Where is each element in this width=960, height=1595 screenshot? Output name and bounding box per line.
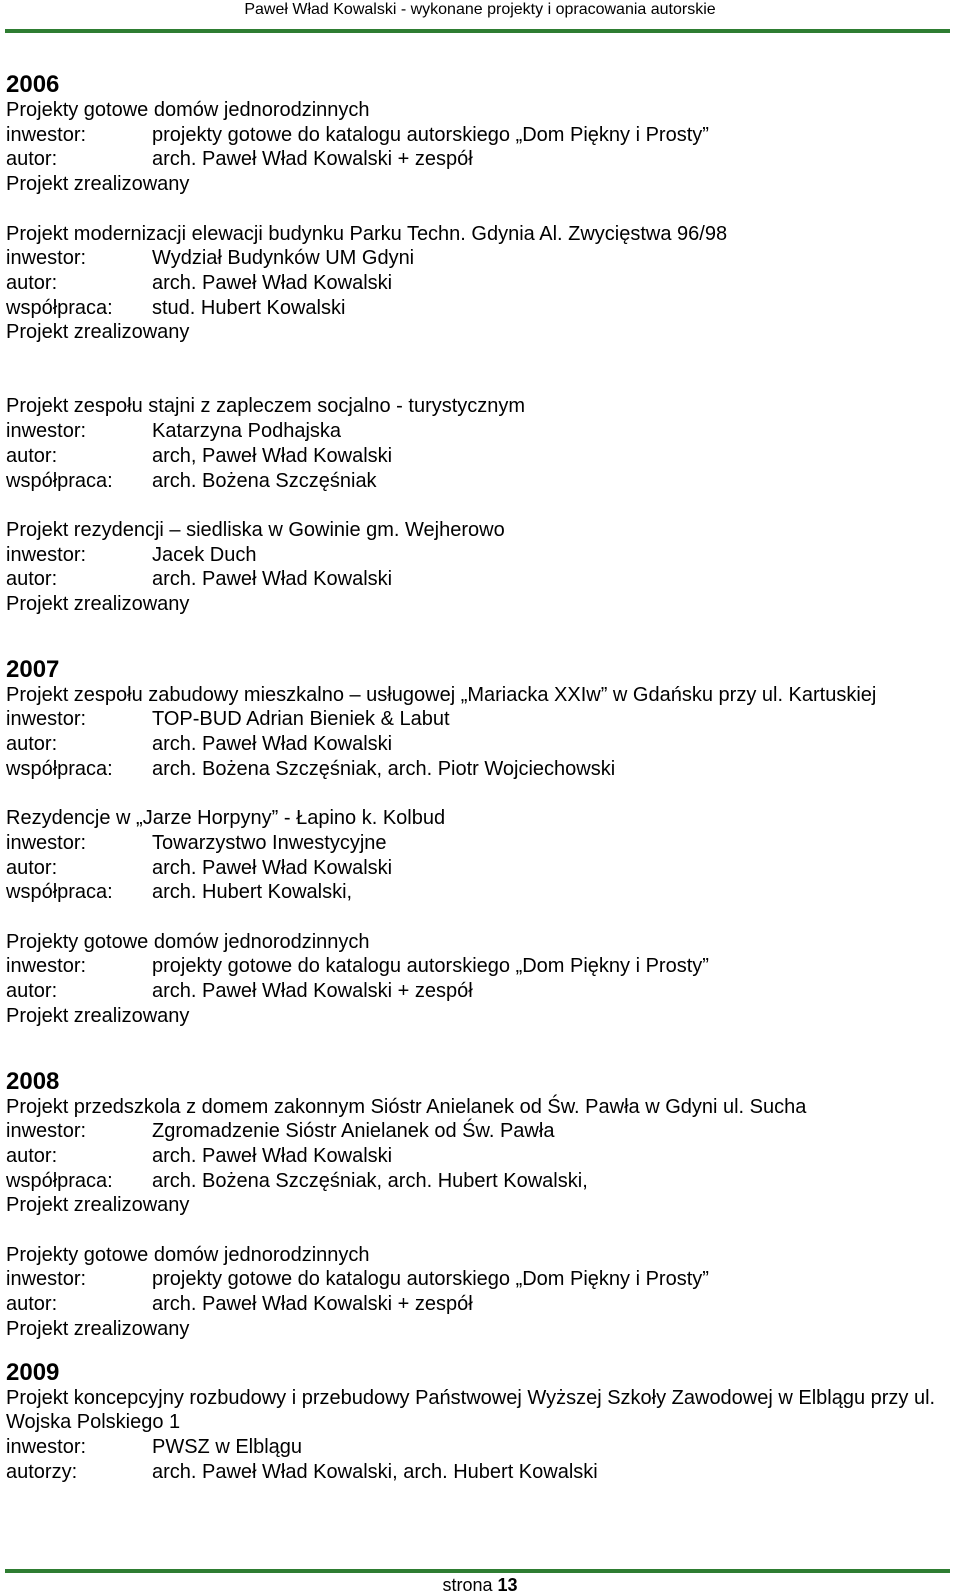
field-label: autorzy:: [6, 1460, 78, 1483]
project-field-row: [6, 296, 946, 321]
field-label: autor:: [6, 271, 58, 294]
field-label: autor:: [6, 568, 58, 591]
project-field-row: [6, 1292, 946, 1317]
header-rule: [5, 29, 950, 33]
field-label: autor:: [6, 1144, 58, 1167]
project-field-row: [6, 707, 946, 732]
project-entry: [6, 98, 946, 197]
field-value: arch. Hubert Kowalski,: [152, 881, 353, 904]
project-title: Projekt koncepcyjny rozbudowy i przebudowy Państwowej Wyższej Szkoły Zawodowej w Elblągu przy ul. Wojska Polskiego 1: [6, 1386, 936, 1434]
field-value: Katarzyna Podhajska: [152, 420, 342, 443]
field-label: współpraca:: [6, 1169, 113, 1192]
field-label: autor:: [6, 980, 58, 1003]
field-value: Zgromadzenie Sióstr Anielanek od Św. Pawła: [152, 1120, 555, 1143]
field-label: autor:: [6, 733, 58, 756]
project-title: Projekty gotowe domów jednorodzinnych: [6, 99, 370, 121]
project-entry: [6, 518, 946, 617]
project-field-row: [6, 1267, 946, 1292]
project-entry: [6, 806, 946, 905]
project-field-row: [6, 469, 946, 494]
field-label: inwestor:: [6, 708, 87, 731]
field-value: projekty gotowe do katalogu autorskiego „Dom Piękny i Prosty”: [152, 1268, 709, 1291]
field-label: inwestor:: [6, 1120, 87, 1143]
project-field-row: [6, 856, 946, 881]
field-value: arch. Paweł Wład Kowalski: [152, 271, 393, 294]
year-heading: 2008: [6, 1067, 60, 1095]
field-value: arch. Bożena Szczęśniak, arch. Hubert Kowalski,: [152, 1169, 588, 1192]
project-field-row: [6, 246, 946, 271]
field-label: inwestor:: [6, 831, 87, 854]
project-entry: [6, 930, 946, 1029]
field-value: PWSZ w Elblągu: [152, 1435, 303, 1458]
project-field-row: [6, 147, 946, 172]
project-title: Projekt zespołu zabudowy mieszkalno – usługowej „Mariacka XXIw” w Gdańsku przy ul. Kartuskiej: [6, 683, 877, 706]
project-status: Projekt zrealizowany: [6, 321, 190, 344]
project-entry: [6, 1243, 946, 1342]
field-value: stud. Hubert Kowalski: [152, 296, 346, 319]
project-field-row: [6, 831, 946, 856]
field-label: współpraca:: [6, 469, 113, 492]
field-value: arch. Paweł Wład Kowalski, arch. Hubert Kowalski: [152, 1460, 598, 1483]
project-title: Projekt rezydencji – siedliska w Gowinie gm. Wejherowo: [6, 518, 505, 541]
project-status: Projekt zrealizowany: [6, 1004, 190, 1027]
project-entry: [6, 222, 946, 346]
field-value: projekty gotowe do katalogu autorskiego „Dom Piękny i Prosty”: [152, 123, 709, 146]
field-value: arch. Paweł Wład Kowalski: [152, 1144, 393, 1167]
field-label: współpraca:: [6, 881, 113, 904]
project-status: Projekt zrealizowany: [6, 173, 190, 196]
field-value: arch. Paweł Wład Kowalski: [152, 733, 393, 756]
field-label: autor:: [6, 148, 58, 171]
field-value: arch. Paweł Wład Kowalski + zespół: [152, 1293, 473, 1316]
field-label: inwestor:: [6, 1435, 87, 1458]
project-entry: [6, 1095, 946, 1219]
project-field-row: [6, 732, 946, 757]
project-field-row: [6, 271, 946, 296]
page-label: strona: [442, 1575, 493, 1595]
field-value: arch. Paweł Wład Kowalski: [152, 568, 393, 591]
project-field-row: [6, 757, 946, 782]
project-field-row: [6, 123, 946, 148]
project-entry: [6, 394, 946, 493]
project-field-row: [6, 543, 946, 568]
project-status: Projekt zrealizowany: [6, 1194, 190, 1217]
project-entry: [6, 1386, 946, 1485]
field-value: projekty gotowe do katalogu autorskiego „Dom Piękny i Prosty”: [152, 955, 709, 978]
field-value: TOP-BUD Adrian Bieniek & Labut: [152, 708, 450, 731]
field-label: inwestor:: [6, 543, 87, 566]
page-footer: [0, 1575, 960, 1595]
field-label: autor:: [6, 856, 58, 879]
field-label: inwestor:: [6, 247, 87, 270]
project-title: Projekty gotowe domów jednorodzinnych: [6, 930, 370, 953]
field-value: arch. Paweł Wład Kowalski: [152, 856, 393, 879]
project-title: Projekt modernizacji elewacji budynku Parku Techn. Gdynia Al. Zwycięstwa 96/98: [6, 222, 728, 245]
project-field-row: [6, 979, 946, 1004]
project-field-row: [6, 954, 946, 979]
field-label: inwestor:: [6, 1268, 87, 1291]
field-label: współpraca:: [6, 757, 113, 780]
project-field-row: [6, 1460, 946, 1485]
field-value: arch. Paweł Wład Kowalski + zespół: [152, 980, 473, 1003]
field-value: Wydział Budynków UM Gdyni: [152, 247, 415, 270]
year-heading: 2006: [6, 71, 60, 98]
field-value: Towarzystwo Inwestycyjne: [152, 831, 387, 854]
page-header-title: Paweł Wład Kowalski - wykonane projekty i opracowania autorskie: [244, 1, 716, 18]
field-label: autor:: [6, 1293, 58, 1316]
project-status: Projekt zrealizowany: [6, 1317, 190, 1340]
project-field-row: [6, 1435, 946, 1460]
year-heading: 2007: [6, 655, 60, 683]
year-heading: 2009: [6, 1358, 60, 1386]
project-field-row: [6, 1169, 946, 1194]
project-field-row: [6, 567, 946, 592]
field-value: arch. Bożena Szczęśniak: [152, 469, 377, 492]
field-label: inwestor:: [6, 420, 87, 443]
project-field-row: [6, 1144, 946, 1169]
field-label: współpraca:: [6, 296, 113, 319]
project-field-row: [6, 1119, 946, 1144]
field-value: arch, Paweł Wład Kowalski: [152, 444, 393, 467]
project-field-row: [6, 419, 946, 444]
footer-rule: [5, 1569, 950, 1573]
project-title: Rezydencje w „Jarze Horpyny” - Łapino k. Kolbud: [6, 807, 446, 830]
project-title: Projekt zespołu stajni z zapleczem socjalno - turystycznym: [6, 395, 526, 418]
project-field-row: [6, 444, 946, 469]
field-value: arch. Bożena Szczęśniak, arch. Piotr Wojciechowski: [152, 757, 616, 780]
project-title: Projekt przedszkola z domem zakonnym Sióstr Anielanek od Św. Pawła w Gdyni ul. Sucha: [6, 1095, 807, 1118]
field-value: Jacek Duch: [152, 543, 257, 566]
page-number: 13: [497, 1575, 518, 1595]
field-label: inwestor:: [6, 955, 87, 978]
field-label: inwestor:: [6, 123, 87, 146]
project-title: Projekty gotowe domów jednorodzinnych: [6, 1243, 370, 1266]
field-value: arch. Paweł Wład Kowalski + zespół: [152, 148, 473, 171]
project-status: Projekt zrealizowany: [6, 593, 190, 616]
field-label: autor:: [6, 444, 58, 467]
document-content: [6, 72, 946, 1484]
project-entry: [6, 683, 946, 782]
project-field-row: [6, 880, 946, 905]
